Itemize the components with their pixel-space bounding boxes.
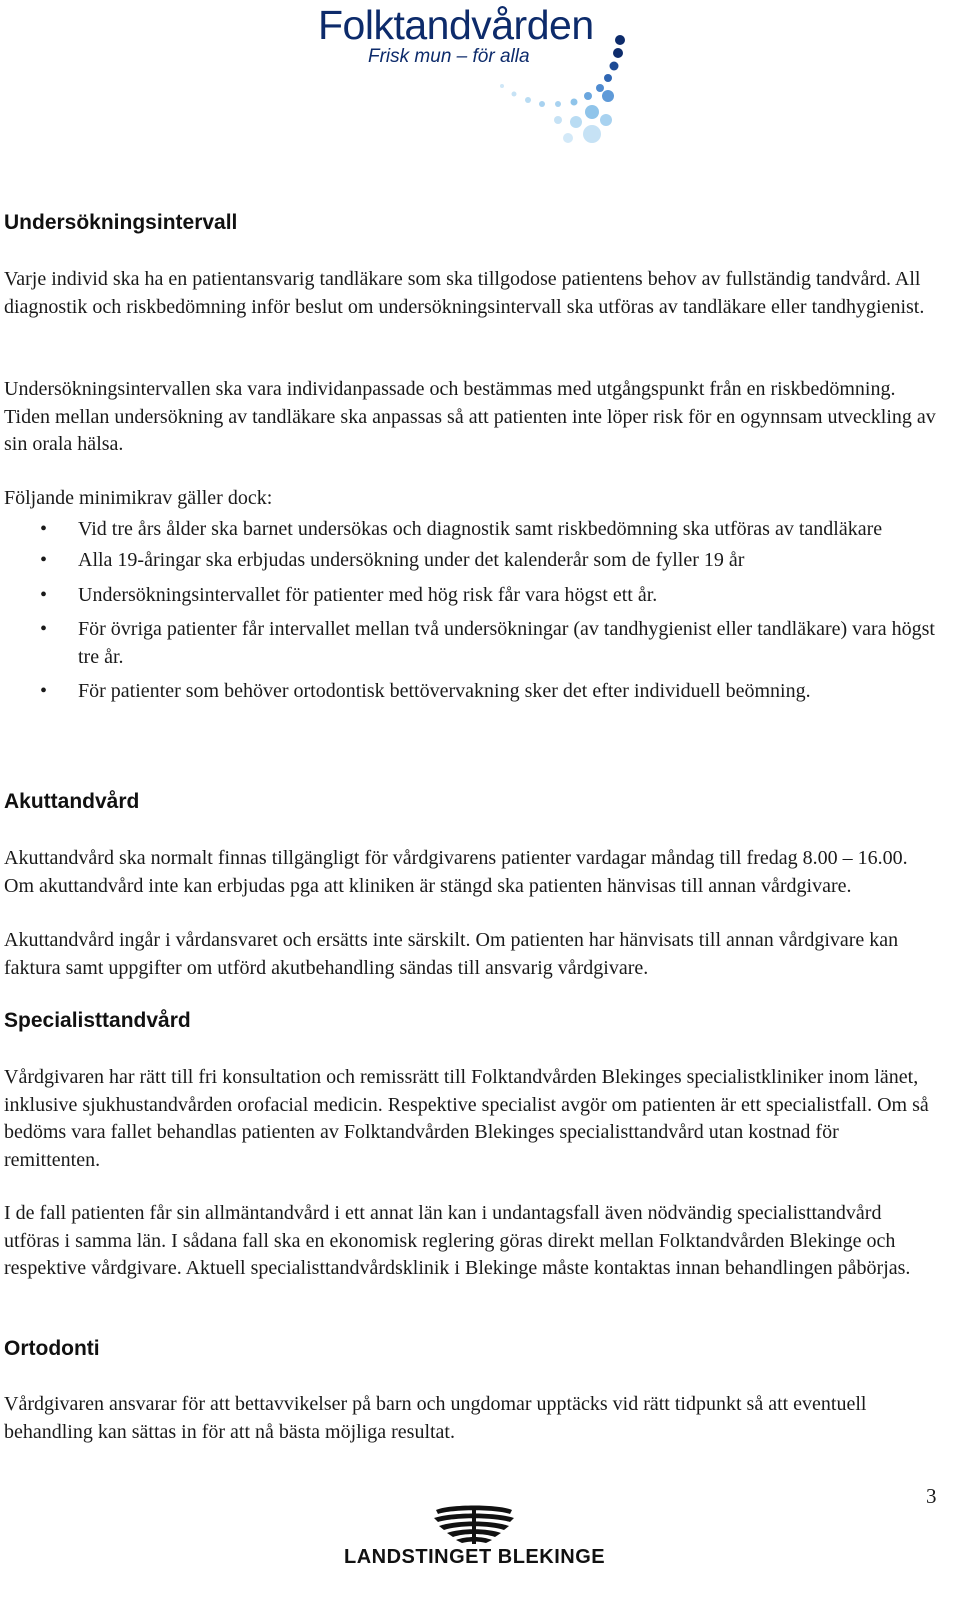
heading-ortodonti: Ortodonti xyxy=(4,1337,100,1360)
list-item: • För patienter som behöver ortodontisk bettövervakning sker det efter individuell beömning. xyxy=(4,678,939,706)
logo-dots-icon xyxy=(318,0,638,160)
paragraph-individanpassade: Undersökningsintervallen ska vara individanpassade och bestämmas med utgångspunkt från en riskbedömning. Tiden mellan undersökning av tandläkare ska anpassas så att patienten inte löper risk för en ogynnsam utveckling av sin orala hälsa. xyxy=(4,378,936,455)
landstinget-blekinge-logo xyxy=(344,1500,604,1600)
heading-specialisttandvard: Specialisttandvård xyxy=(4,1009,191,1032)
heading-akuttandvard: Akuttandvård xyxy=(4,790,140,813)
paragraph-akut-tillganglighet: Akuttandvård ska normalt finnas tillgängligt för vårdgivarens patienter vardagar måndag till fredag 8.00 – 16.00. Om akuttandvård inte kan erbjudas pga att kliniken är stängd ska patienten hänvisas till annan vårdgivare. xyxy=(4,847,908,897)
folktandvarden-logo xyxy=(318,0,638,160)
organization-name: LANDSTINGET BLEKINGE xyxy=(344,1546,606,1568)
paragraph-specialist-konsultation: Vårdgivaren har rätt till fri konsultation och remissrätt till Folktandvården Blekinges specialistkliniker inom länet, inklusive sjukhustandvården orofacial medicin. Respektive specialist avgör om patienten är ett specialistfall. Om så bedöms vara fallet behandlas patienten av Folktandvården Blekinges specialisttandvård utan kostnad för remittenten. xyxy=(4,1066,929,1171)
page-number: 3 xyxy=(926,1484,937,1508)
logo-tagline: Frisk mun – för alla xyxy=(368,46,530,67)
paragraph-specialist-annat-lan: I de fall patienten får sin allmäntandvård i ett annat län kan i undantagsfall även nödvändig specialisttandvård utföras i samma län. I sådana fall ska en ekonomisk reglering göras direkt mellan Folktandvården Blekinge och respektive vårdgivare. Aktuell specialisttandvårdsklinik i Blekinge måste kontaktas innan behandlingen påbörjas. xyxy=(4,1202,911,1279)
crown-emblem-icon xyxy=(344,1500,604,1550)
paragraph-ortodonti: Vårdgivaren ansvarar för att bettavvikelser på barn och ungdomar upptäcks vid rätt tidpunkt så att eventuell behandling kan sättas in för att nå bästa möjliga resultat. xyxy=(4,1393,867,1443)
list-item: • För övriga patienter får intervallet mellan två undersökningar (av tandhygienist eller tandläkare) vara högst tre år. xyxy=(4,616,939,671)
minimikrav-list xyxy=(4,513,939,706)
list-item: • Alla 19-åringar ska erbjudas undersökning under det kalenderår som de fyller 19 år xyxy=(4,547,939,575)
paragraph-akut-ersattning: Akuttandvård ingår i vårdansvaret och ersätts inte särskilt. Om patienten har hänvisats till annan vårdgivare kan faktura samt uppgifter om utförd akutbehandling sändas till ansvarig vårdgivare. xyxy=(4,929,899,979)
paragraph-patientansvarig: Varje individ ska ha en patientansvarig tandläkare som ska tillgodose patientens behov av fullständig tandvård. All diagnostik och riskbedömning inför beslut om undersökningsintervall ska utföras av tandläkare eller tandhygienist. xyxy=(4,268,925,318)
list-item: • Vid tre års ålder ska barnet undersökas och diagnostik samt riskbedömning ska utföras av tandläkare xyxy=(4,513,939,545)
logo-wordmark: Folktandvården xyxy=(318,2,594,48)
list-item: • Undersökningsintervallet för patienter med hög risk får vara högst ett år. xyxy=(4,582,939,610)
paragraph-minimikrav-intro: Följande minimikrav gäller dock: xyxy=(4,487,273,509)
heading-undersokningsintervall: Undersökningsintervall xyxy=(4,211,238,234)
